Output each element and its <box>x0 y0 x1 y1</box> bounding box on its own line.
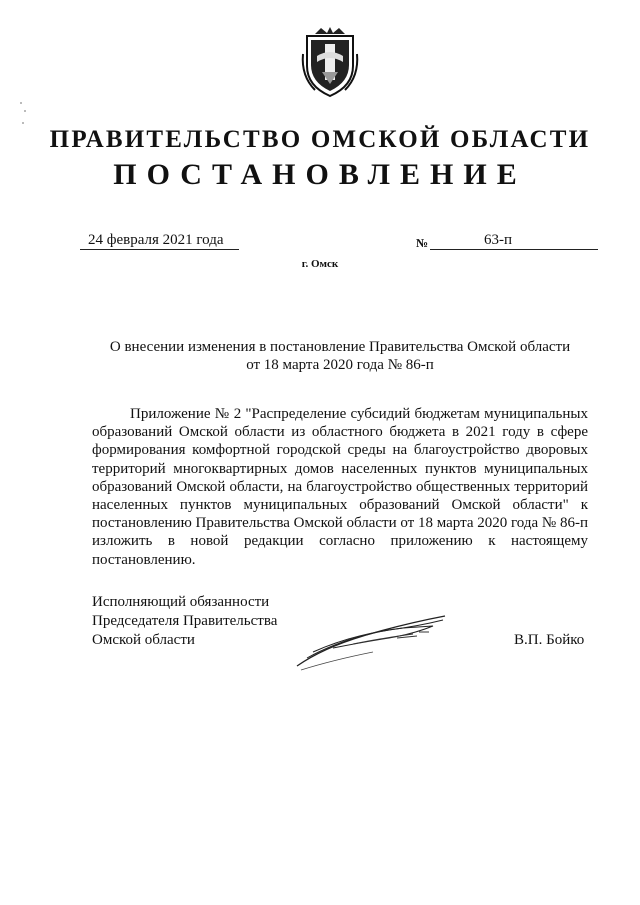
role-line-3: Омской области <box>92 632 195 648</box>
role-line-1: Исполняющий обязанности <box>92 594 270 610</box>
coat-of-arms-icon <box>299 26 361 98</box>
date-underline <box>80 249 239 250</box>
document-date: 24 февраля 2021 года <box>88 232 224 248</box>
subject-line-1: О внесении изменения в постановление Правительства Омской области <box>109 339 571 355</box>
city-label: г. Омск <box>301 258 339 270</box>
subject-line-2: от 18 марта 2020 года № 86-п <box>246 357 434 373</box>
document-number: 63-п <box>484 232 513 248</box>
handwritten-signature <box>293 608 453 672</box>
document-subject <box>80 338 600 374</box>
government-title: ПРАВИТЕЛЬСТВО ОМСКОЙ ОБЛАСТИ <box>49 126 591 153</box>
signatory-name: В.П. Бойко <box>514 632 585 648</box>
number-sign: № <box>416 236 429 250</box>
scan-artifact <box>22 122 24 124</box>
scan-artifact <box>20 102 22 104</box>
document-type-title: ПОСТАНОВЛЕНИЕ <box>113 158 527 191</box>
signatory-role <box>92 593 277 650</box>
role-line-2: Председателя Правительства <box>92 613 278 629</box>
number-underline <box>430 249 598 250</box>
scan-artifact <box>24 110 26 112</box>
body-paragraph: Приложение № 2 "Распределение субсидий бюджетам муниципальных образований Омской области из областного бюджета в 2021 году в сфере формирования комфортной городской среды на благоустройство дворовых территорий многоквартирных домов населенных пунктов муниципальных образований Омской области, на благоустройство общественных территорий населенных пунктов муниципальных образований Омской области" к постановлению Правительства Омской области от 18 марта 2020 года № 86-п изложить в новой редакции согласно приложению к настоящему постановлению. <box>92 406 588 568</box>
